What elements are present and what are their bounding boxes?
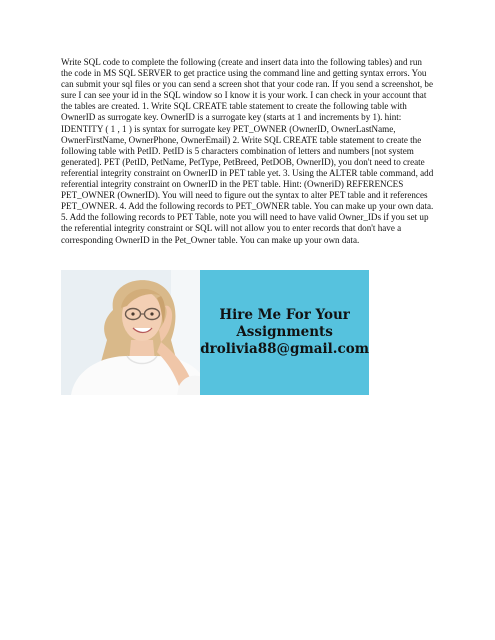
ad-contact-panel[interactable]: [200, 270, 369, 395]
ad-headline-line2: Assignments: [236, 324, 333, 340]
assignment-text: Write SQL code to complete the following (create and insert data into the following tables) and run the code in MS SQL SERVER to get practice using the command line and getting syntax errors. You can submit your sql files or you can send a screen shot that your code ran. If you send a screenshot, be sure I can see your id in the SQL window so I know it is your work. I can check in your account that the tables are created. 1. Write SQL CREATE table statement to create the following table with OwnerID as surrogate key. OwnerID is a surrogate key (starts at 1 and increments by 1). hint: IDENTITY ( 1 , 1 ) is syntax for surrogate key PET_OWNER (OwnerID, OwnerLastName, OwnerFirstName, OwnerPhone, OwnerEmail) 2. Write SQL CREATE table statement to create the following table with PetID. PetID is 5 characters combination of letters and numbers [not system generated]. PET (PetID, PetName, PetType, PetBreed, PetDOB, OwnerID), you don't need to create referential integrity constraint on OwnerID in PET table yet. 3. Using the ALTER table command, add referential integrity constraint on OwnerID in the PET table. Hint: (OwneriD) REFERENCES PET_OWNER (OwnerID). You will need to figure out the syntax to alter PET table and it references PET_OWNER. 4. Add the following records to PET_OWNER table. You can make up your own data. 5. Add the following records to PET Table, note you will need to have valid Owner_IDs if you set up the referential integrity constraint or SQL will not allow you to enter records that don't have a corresponding OwnerID in the Pet_Owner table. You can make up your own data.: [61, 57, 434, 245]
ad-email-link[interactable]: drolivia88@gmail.com: [200, 341, 369, 357]
ad-headline-line1: Hire Me For Your: [219, 307, 350, 323]
advertisement-banner[interactable]: [61, 270, 369, 395]
woman-illustration: [61, 270, 200, 395]
woman-photo: [61, 270, 200, 395]
